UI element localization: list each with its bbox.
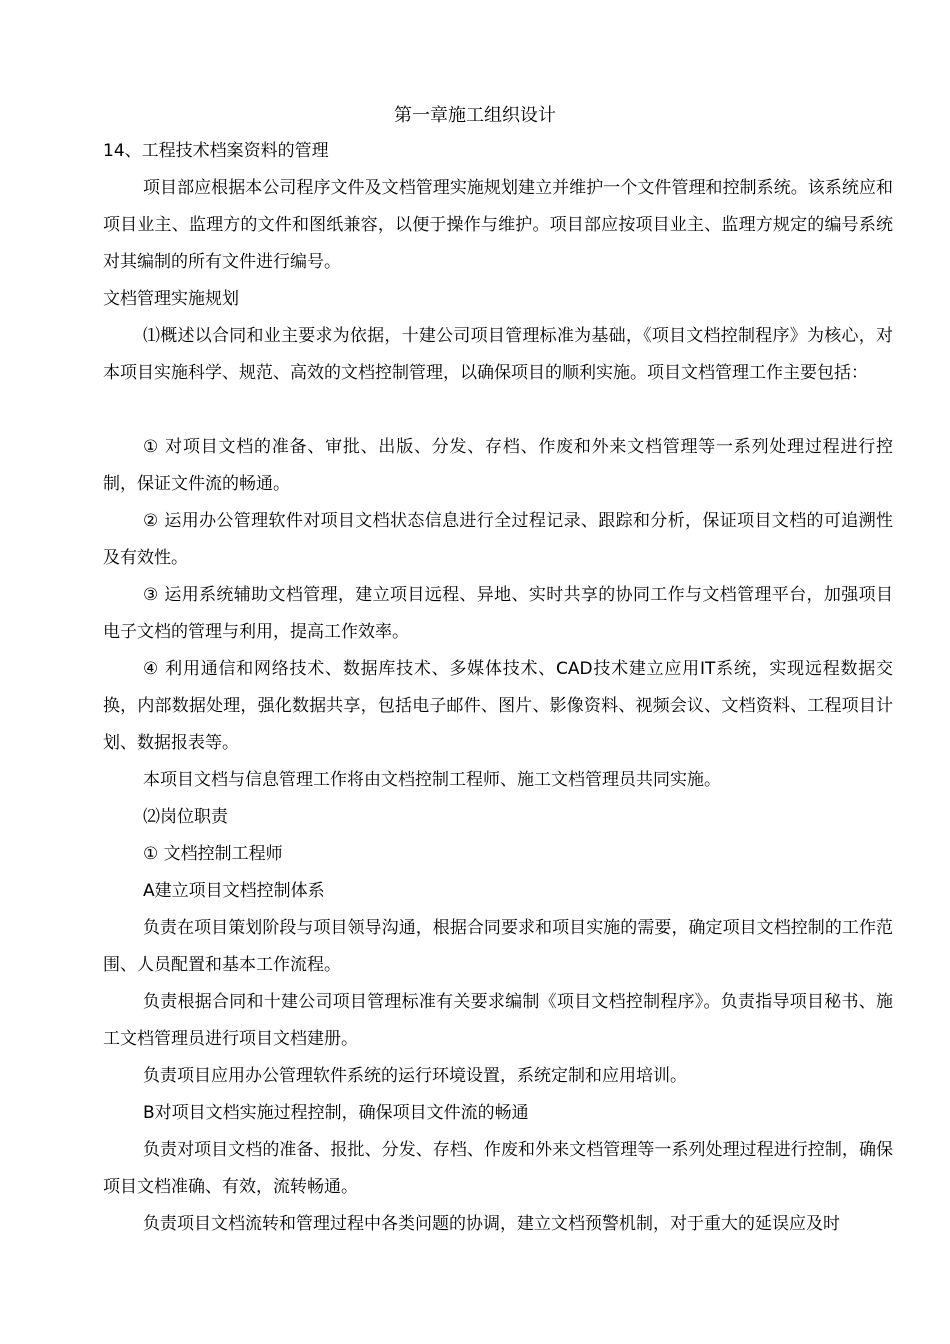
paragraph-overview: ⑴概述以合同和业主要求为依据，十建公司项目管理标准为基础，《项目文档控制程序》为核心，对本项目实施科学、规范、高效的文档控制管理，以确保项目的顺利实施。项目文档管理工作主要包括：: [103, 326, 893, 383]
section-heading: 14、工程技术档案资料的管理: [103, 141, 329, 161]
duty-b-heading: B对项目文档实施过程控制，确保项目文件流的畅通: [143, 1103, 529, 1123]
duty-a-paragraph-1: 负责在项目策划阶段与项目领导沟通，根据合同要求和项目实施的需要，确定项目文档控制的工作范围、人员配置和基本工作流程。: [103, 918, 893, 975]
duty-a-paragraph-2: 负责根据合同和十建公司项目管理标准有关要求编制《项目文档控制程序》。负责指导项目秘书、施工文档管理员进行项目文档建册。: [103, 992, 893, 1049]
duty-b-paragraph-1: 负责对项目文档的准备、报批、分发、存档、作废和外来文档管理等一系列处理过程进行控制，确保项目文档准确、有效，流转畅通。: [103, 1140, 893, 1197]
role-heading: ① 文档控制工程师: [143, 844, 283, 864]
duty-b-paragraph-2: 负责项目文档流转和管理过程中各类问题的协调，建立文档预警机制，对于重大的延误应及时: [143, 1214, 840, 1234]
paragraph-implementation: 本项目文档与信息管理工作将由文档控制工程师、施工文档管理员共同实施。: [143, 770, 721, 790]
duty-a-paragraph-3: 负责项目应用办公管理软件系统的运行环境设置，系统定制和应用培训。: [143, 1066, 687, 1086]
chapter-title: 第一章施工组织设计: [394, 105, 556, 126]
subsection-heading: 文档管理实施规划: [103, 289, 239, 309]
duty-a-heading: A建立项目文档控制体系: [143, 881, 325, 901]
list-item-3: ③ 运用系统辅助文档管理，建立项目远程、异地、实时共享的协同工作与文档管理平台，加强项目电子文档的管理与利用，提高工作效率。: [103, 585, 893, 642]
paragraph-intro: 项目部应根据本公司程序文件及文档管理实施规划建立并维护一个文件管理和控制系统。该系统应和项目业主、监理方的文件和图纸兼容，以便于操作与维护。项目部应按项目业主、监理方规定的编号系统对其编制的所有文件进行编号。: [103, 178, 893, 272]
list-item-1: ① 对项目文档的准备、审批、出版、分发、存档、作废和外来文档管理等一系列处理过程进行控制，保证文件流的畅通。: [103, 437, 893, 494]
list-item-2: ② 运用办公管理软件对项目文档状态信息进行全过程记录、跟踪和分析，保证项目文档的可追溯性及有效性。: [103, 511, 893, 568]
list-item-4: ④ 利用通信和网络技术、数据库技术、多媒体技术、CAD技术建立应用IT系统，实现远程数据交换，内部数据处理，强化数据共享，包括电子邮件、图片、影像资料、视频会议、文档资料、工程项目计划、数据报表等。: [103, 659, 893, 753]
subsection-duties: ⑵岗位职责: [143, 807, 228, 827]
